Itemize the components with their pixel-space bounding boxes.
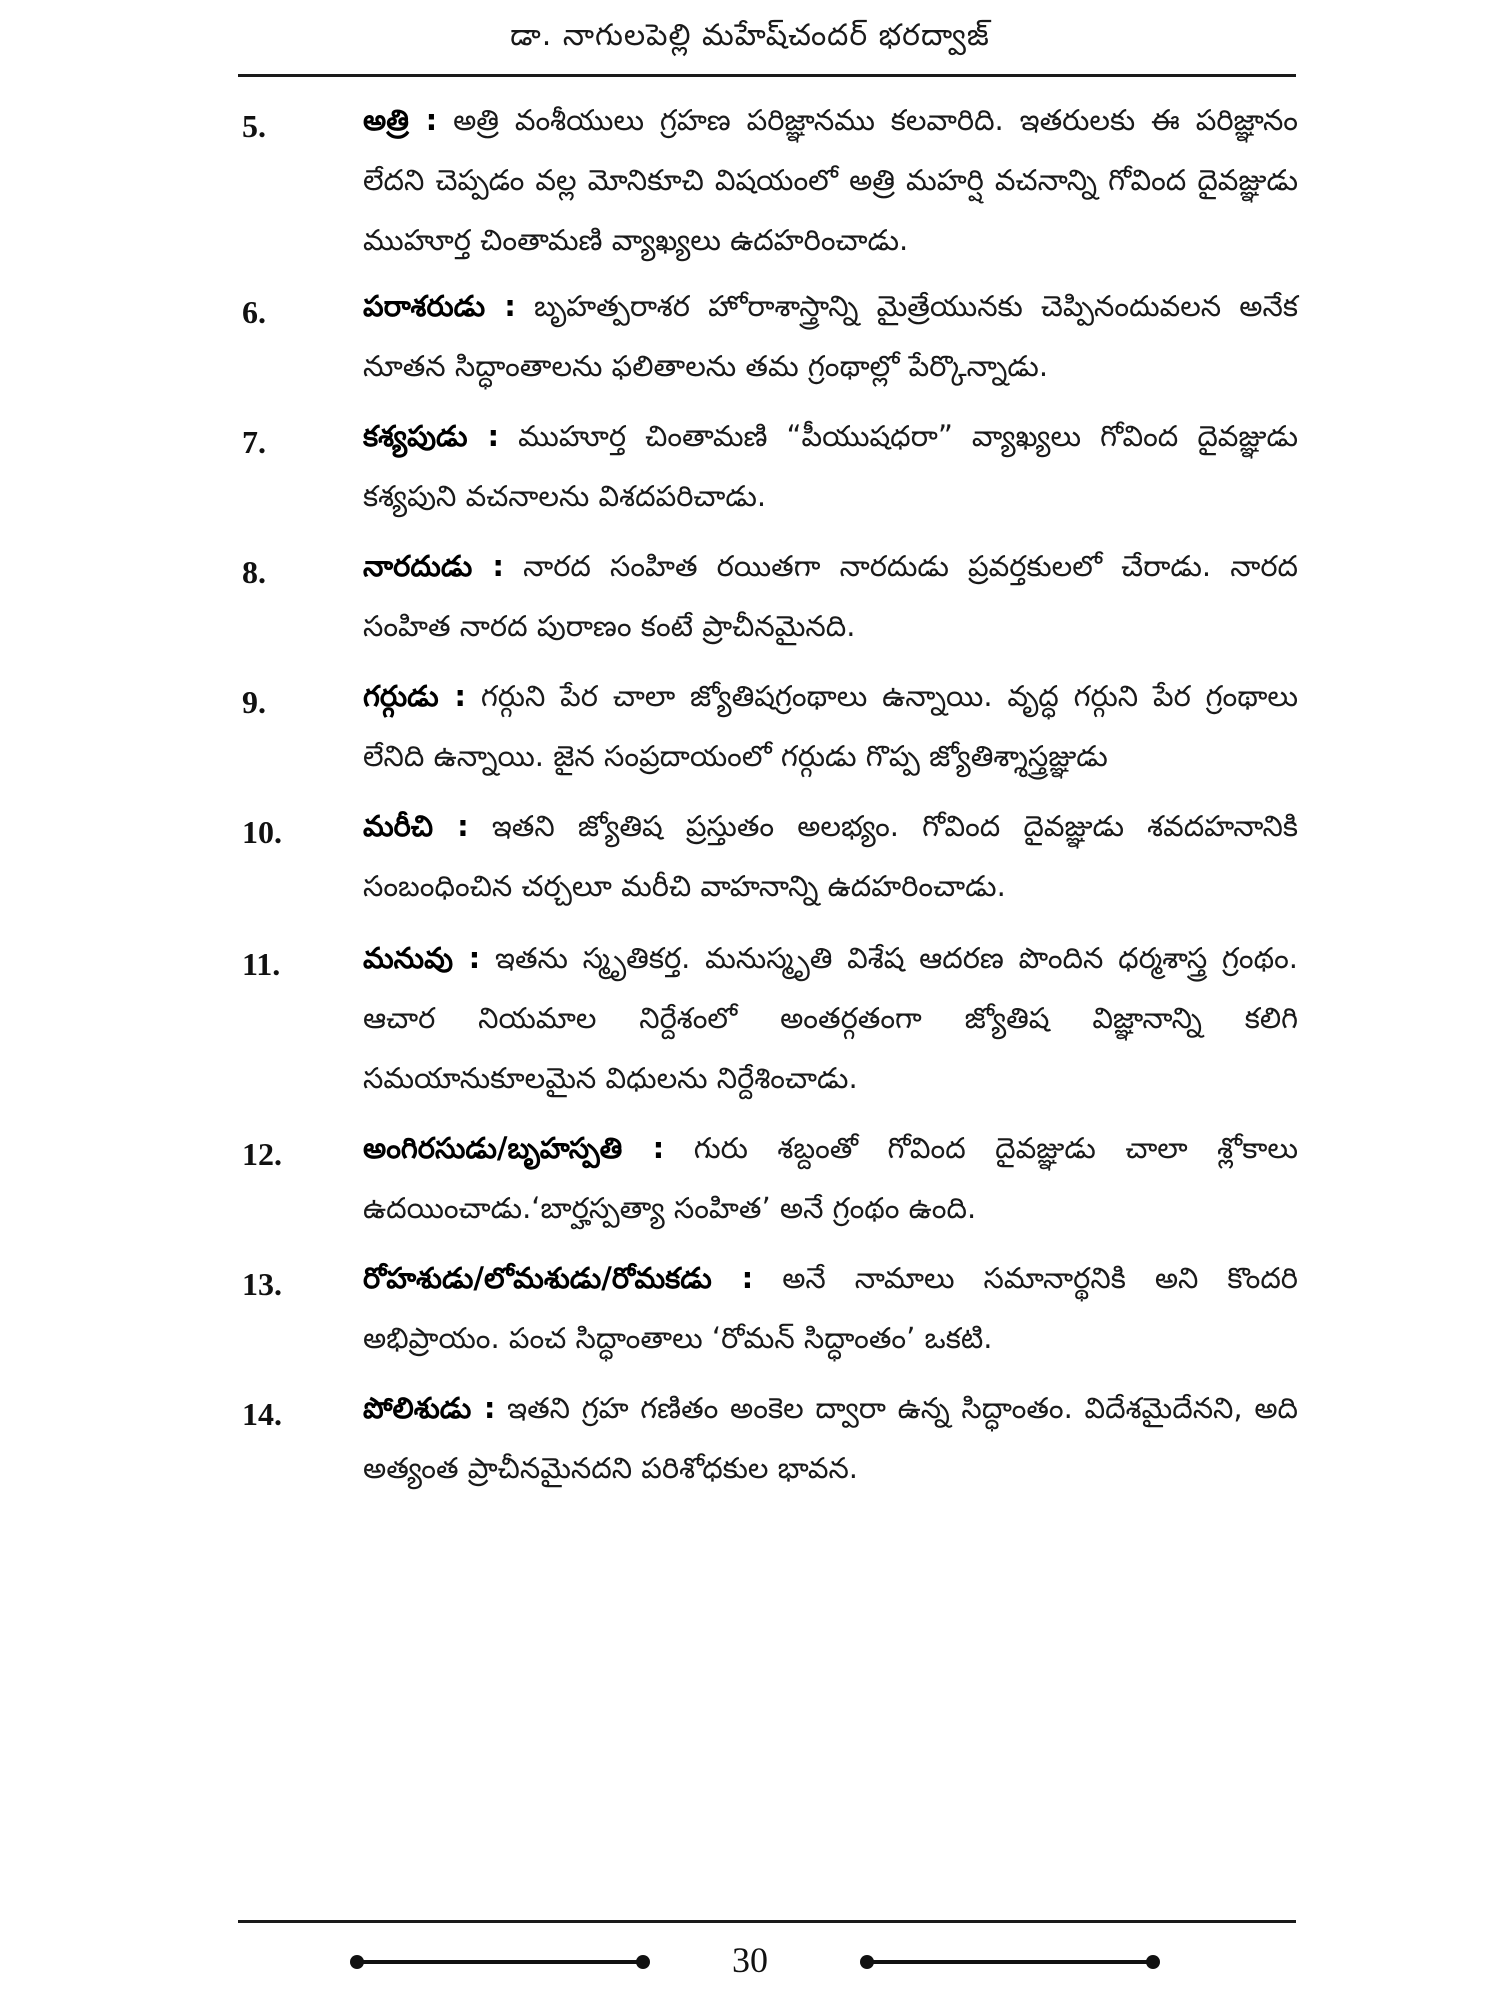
header-rule [238, 74, 1296, 77]
entry-term: రోహశుడు/లోమశుడు/రోమకడు : [363, 1261, 754, 1295]
entry-number: 5. [242, 108, 266, 144]
footer-ornament-left [350, 1955, 650, 1969]
entry-body [363, 536, 1298, 656]
list-item [238, 90, 1298, 270]
entry-body [363, 928, 1298, 1108]
entry-text: గురు శబ్దంతో గోవింద దైవజ్ఞుడు చాలా శ్లోకాలు ఉదయించాడు.‘బార్హస్పత్యా సంహిత’ అనే గ్రంథం ఉంది. [363, 1131, 1298, 1225]
entry-term: కశ్యపుడు : [363, 419, 500, 453]
entry-text: అత్రి వంశీయులు గ్రహణ పరిజ్ఞానము కలవారిది. ఇతరులకు ఈ పరిజ్ఞానం లేదని చెప్పడం వల్ల మోనికూచి విషయంలో అత్రి మహర్షి వచనాన్ని గోవింద దైవజ్ఞుడు ముహూర్త చింతామణి వ్యాఖ్యలు ఉదహరించాడు. [363, 103, 1299, 257]
footer-rule [238, 1920, 1296, 1923]
ornament-dot [1146, 1955, 1160, 1969]
list-item [238, 1378, 1298, 1498]
list-item [238, 536, 1298, 656]
ornament-bar [870, 1960, 1150, 1964]
entry-list [238, 90, 1298, 1498]
entry-text: అనే నామాలు సమానార్థనికి అని కొందరి అభిప్రాయం. పంచ సిద్ధాంతాలు ‘రోమన్ సిద్ధాంతం’ ఒకటి. [363, 1261, 1298, 1355]
page-number: 30 [732, 1940, 768, 1980]
entry-number: 10. [242, 814, 282, 850]
entry-term: నారదుడు : [363, 549, 504, 583]
entry-text: నారద సంహిత రయితగా నారదుడు ప్రవర్తకులలో చేరాడు. నారద సంహిత నారద పురాణం కంటే ప్రాచీనమైనది. [363, 549, 1298, 643]
list-item [238, 666, 1298, 786]
entry-number: 12. [242, 1136, 282, 1172]
entry-term: పరాశరుడు : [363, 289, 516, 323]
entry-number: 11. [242, 946, 281, 982]
footer-ornament-right [860, 1955, 1160, 1969]
entry-number: 9. [242, 684, 266, 720]
entry-text: ఇతని గ్రహ గణితం అంకెల ద్వారా ఉన్న సిద్ధాంతం. విదేశమైదేనని, అది అత్యంత ప్రాచీనమైనదని పరిశోధకుల భావన. [363, 1391, 1298, 1485]
entry-text: గర్గుని పేర చాలా జ్యోతిషగ్రంథాలు ఉన్నాయి. వృద్ధ గర్గుని పేర గ్రంథాలు లేనిది ఉన్నాయి. జైన సంప్రదాయంలో గర్గుడు గొప్ప జ్యోతిశ్శాస్త్రజ్ఞుడు [363, 679, 1299, 773]
entry-number: 7. [242, 424, 266, 460]
entry-body [363, 1118, 1298, 1238]
entry-text: ఇతను స్మృతికర్త. మనుస్మృతి విశేష ఆదరణ పొందిన ధర్మశాస్త్ర గ్రంథం. ఆచార నియమాల నిర్దేశంలో అంతర్గతంగా జ్యోతిష విజ్ఞానాన్ని కలిగి సమయానుకూలమైన విధులను నిర్దేశించాడు. [363, 941, 1298, 1095]
page-header: డా. నాగులపెల్లి మహేష్‌చందర్ భరద్వాజ్ [510, 18, 990, 53]
entry-body [363, 406, 1298, 526]
entry-body [363, 1248, 1298, 1368]
entry-term: పోలిశుడు : [363, 1391, 496, 1425]
list-item [238, 406, 1298, 526]
list-item [238, 928, 1298, 1108]
entry-term: అత్రి : [363, 103, 438, 137]
entry-body [363, 90, 1298, 270]
entry-number: 13. [242, 1266, 282, 1302]
list-item [238, 1248, 1298, 1368]
entry-number: 8. [242, 554, 266, 590]
entry-body [363, 1378, 1298, 1498]
entry-text: ఇతని జ్యోతిష ప్రస్తుతం అలభ్యం. గోవింద దైవజ్ఞుడు శవదహనానికి సంబంధించిన చర్చలూ మరీచి వాహనాన్ని ఉదహరించాడు. [363, 809, 1298, 903]
list-item [238, 1118, 1298, 1238]
entry-text: ముహూర్త చింతామణి “పీయుషధరా” వ్యాఖ్యలు గోవింద దైవజ్ఞుడు కశ్యపుని వచనాలను విశదపరిచాడు. [363, 419, 1298, 513]
entry-number: 6. [242, 294, 266, 330]
list-item [238, 276, 1298, 396]
ornament-dot [350, 1955, 364, 1969]
ornament-bar [360, 1960, 640, 1964]
entry-body [363, 276, 1298, 396]
entry-number: 14. [242, 1396, 282, 1432]
entry-term: మరీచి : [363, 809, 469, 843]
entry-body [363, 666, 1298, 786]
ornament-dot [636, 1955, 650, 1969]
entry-term: అంగిరసుడు/బృహస్పతి : [363, 1131, 665, 1165]
entry-body [363, 796, 1298, 916]
entry-text: బృహత్పరాశర హోరాశాస్త్రాన్ని మైత్రేయునకు చెప్పినందువలన అనేక నూతన సిద్ధాంతాలను ఫలితాలను తమ గ్రంథాల్లో పేర్కొన్నాడు. [363, 289, 1299, 383]
entry-term: గర్గుడు : [363, 679, 466, 713]
ornament-dot [860, 1955, 874, 1969]
list-item [238, 796, 1298, 916]
entry-term: మనువు : [363, 941, 481, 975]
